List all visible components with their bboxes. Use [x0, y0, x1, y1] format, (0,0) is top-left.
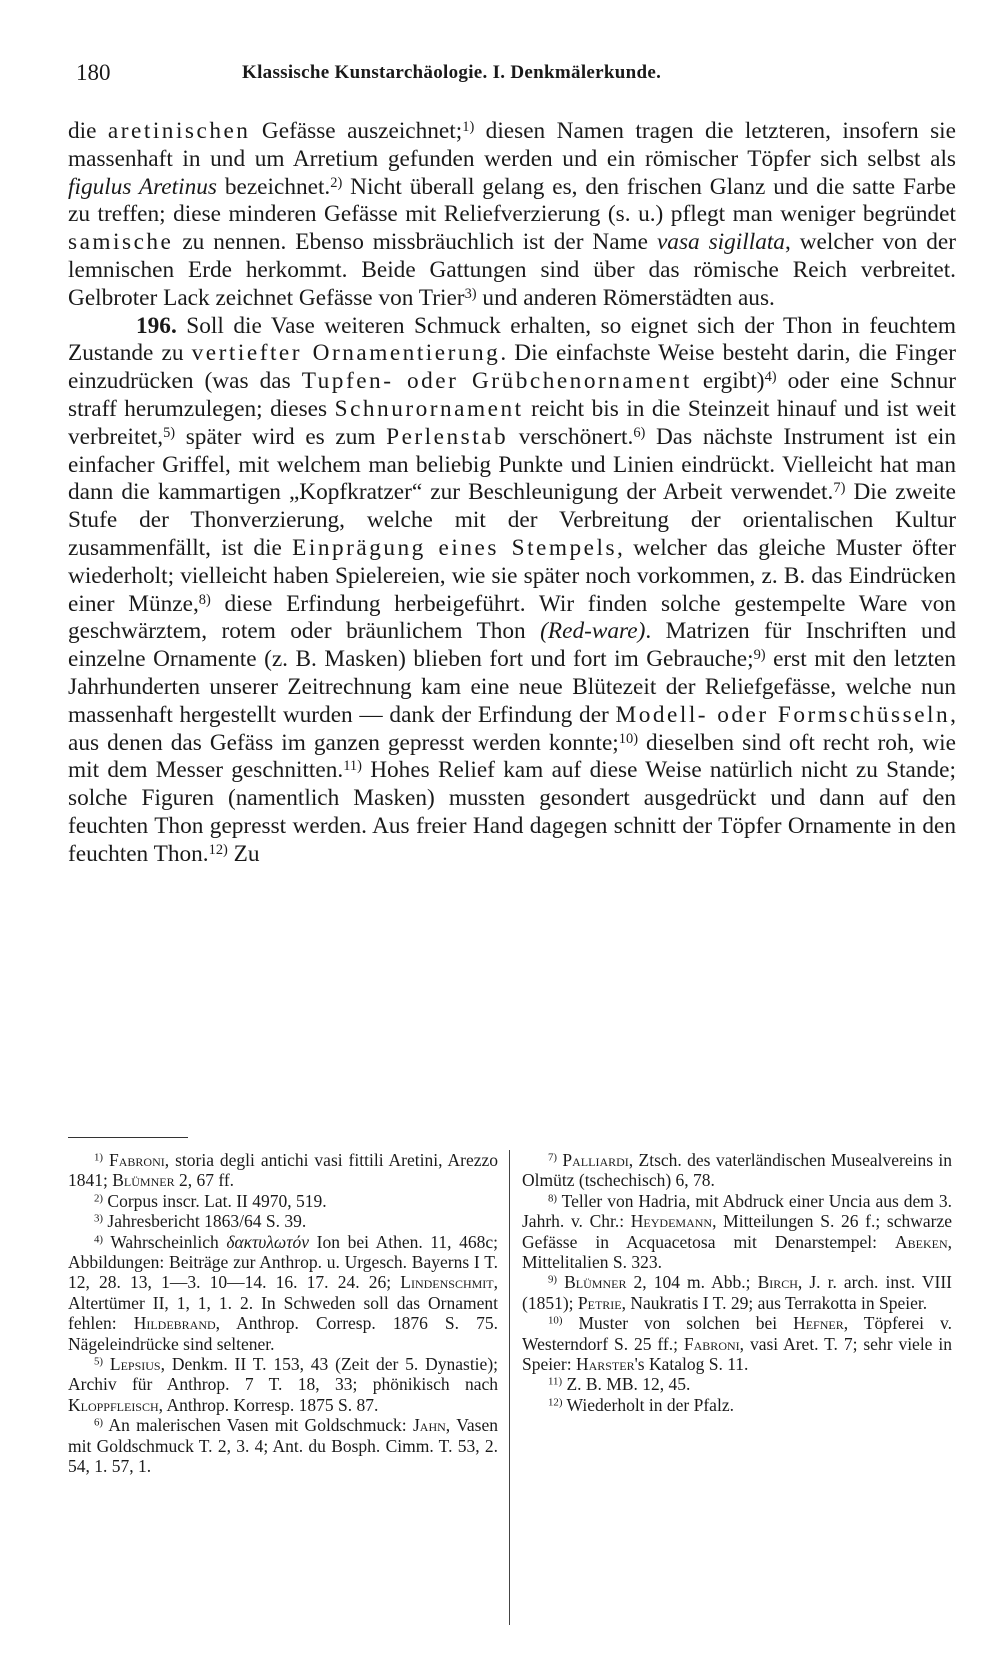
footnote-text: Jahresbericht 1863/64 S. 39. [103, 1211, 307, 1232]
footnote-ref[interactable]: 9) [753, 646, 766, 663]
author-name: Lindenschmit [400, 1272, 494, 1293]
text-run: Nicht überall gelang es, den frischen Glanz und die satte Farbe zu treffen; diese minderen Gefässe mit Reliefverzierung (s. u.) pflegt man weniger begründet [68, 173, 956, 228]
footnote-12 [522, 1395, 952, 1415]
footnote-rule [68, 1137, 188, 1138]
footnote-ref[interactable]: 1) [462, 118, 475, 135]
emphasis-spaced: samische [68, 229, 174, 256]
footnote-ref[interactable]: 8) [198, 591, 211, 608]
footnote-marker: 10) [548, 1314, 563, 1327]
footnote-5 [68, 1354, 498, 1415]
footnote-marker: 12) [548, 1396, 563, 1409]
footnote-text: , Töpferei v. Westerndorf S. 25 ff.; [522, 1313, 952, 1354]
emphasis-italic: vasa sigillata [656, 229, 785, 256]
footnote-text: , Vasen mit Goldschmuck T. 2, 3. 4; Ant. du Bosph. Cimm. T. 53, 2. 54, 1. 57, 1. [68, 1415, 498, 1477]
footnote-7 [522, 1150, 952, 1191]
text-run: später wird es zum [175, 423, 387, 450]
section-number: 196. [136, 312, 177, 339]
footnote-4 [68, 1232, 498, 1354]
footnote-3 [68, 1211, 498, 1231]
footnote-marker: 11) [548, 1376, 563, 1389]
author-name: Harster [575, 1354, 635, 1375]
footnote-column-divider [509, 1150, 510, 1625]
emphasis-spaced: vertiefter Ornamentierung [191, 340, 501, 367]
footnote-marker: 1) [94, 1151, 104, 1164]
footnote-1 [68, 1150, 498, 1191]
footnote-marker: 7) [548, 1151, 558, 1164]
text-run: Soll die Vase weiteren Schmuck erhalten, so eignet sich der Thon in feuchtem Zustande zu [68, 312, 956, 367]
text-run: ergibt) [691, 368, 765, 395]
running-head [72, 60, 832, 94]
footnote-text: 's Katalog S. 11. [634, 1354, 749, 1375]
footnote-ref[interactable]: 12) [208, 841, 228, 858]
emphasis-spaced: Tupfen- oder Grübchenornament [301, 368, 692, 395]
footnote-marker: 3) [94, 1212, 104, 1225]
author-name: Hildebrand [133, 1313, 216, 1334]
footnote-marker: 5) [94, 1355, 104, 1368]
footnote-text: , Ztsch. des vaterländischen Musealvereins in Olmütz (tschechisch) 6, 78. [522, 1150, 952, 1191]
author-name: Lepsius [109, 1354, 161, 1375]
text-run: zu nennen. Ebenso missbräuchlich ist der Name [173, 229, 657, 256]
footnote-text: Teller von Hadria, mit Abdruck einer Uncia aus dem 3. Jahrh. v. Chr.: [522, 1190, 952, 1232]
emphasis-spaced: Schnurornament [334, 395, 524, 422]
text-run: und anderen Römerstädten aus. [476, 284, 775, 311]
text-run: Das nächste Instrument ist ein einfacher Griffel, mit welchem man beliebig Punkte und Linien eindrückt. Vielleicht hat man dann die kammartigen „Kopfkratzer“ zur Beschleunigung der Arbeit verwendet. [68, 423, 957, 506]
main-text [68, 118, 956, 869]
paragraph-196 [68, 313, 956, 869]
text-run: Die zweite Stufe der Thonverzierung, welche mit der Verbreitung der orientalischen Kultur zusammenfällt, ist die [68, 479, 956, 561]
footnote-marker: 8) [548, 1192, 558, 1205]
emphasis-spaced: aretinischen [107, 118, 251, 144]
author-name: Abeken [894, 1231, 948, 1252]
text-run: dieselben sind oft recht roh, wie mit dem Messer geschnitten. [68, 729, 956, 784]
footnote-10 [522, 1313, 952, 1374]
author-name: Heydemann [630, 1211, 713, 1232]
footnote-text: 2, 104 m. Abb.; [626, 1272, 758, 1293]
text-run: Zu [227, 840, 260, 867]
text-run: diese Erfindung herbeigeführt. Wir finden solche gestempelte Ware von geschwärztem, rotem oder bräunlichem Thon [68, 590, 956, 645]
footnote-text: , Mittelitalien S. 323. [522, 1231, 952, 1273]
author-name: Hefner [793, 1313, 844, 1334]
footnote-8 [522, 1191, 952, 1273]
footnote-11 [522, 1374, 952, 1394]
author-name: Fabroni [109, 1150, 165, 1170]
footnote-marker: 2) [94, 1192, 104, 1205]
text-run: diesen Namen tragen die letzteren, insofern sie massenhaft in und um Arretium gefunden werden und ein römischer Töpfer sich selbst als [68, 118, 956, 172]
footnote-text: , Anthrop. Corresp. 1876 S. 75. Nägeleindrücke sind seltener. [68, 1313, 498, 1354]
footnote-text: 2, 67 ff. [174, 1170, 235, 1191]
footnote-marker: 4) [94, 1233, 104, 1246]
footnote-ref[interactable]: 11) [343, 758, 362, 775]
footnote-ref[interactable]: 10) [618, 730, 639, 747]
text-run: erst mit den letzten Jahrhunderten unserer Zeitrechnung kam eine neue Blütezeit der Reliefgefässe, welche nun massenhaft hergestellt wurden — dank der Erfindung der [68, 646, 956, 728]
author-name: Kloppfleisch [68, 1394, 159, 1415]
footnote-marker: 6) [94, 1416, 104, 1429]
text-run: verschönert. [508, 423, 634, 450]
text-run: , aus denen das Gefäss im ganzen gepresst werden konnte; [68, 701, 956, 756]
footnote-text: , Mitteilungen S. 26 f.; schwarze Gefässe in Acquacetosa mit Denarstempel: [522, 1211, 952, 1252]
footnote-ref[interactable]: 3) [464, 285, 477, 302]
text-run: . Die einfachste Weise besteht darin, die Finger einzudrücken (was das [68, 340, 957, 395]
footnote-text: , vasi Aret. T. 7; sehr viele in Speier: [522, 1333, 952, 1375]
emphasis-spaced: Perlenstab [386, 423, 509, 450]
text-run: Gefässe auszeichnet; [250, 118, 463, 144]
author-name: Blümner [564, 1272, 627, 1293]
running-title: Klassische Kunstarchäologie. I. Denkmälerkunde. [242, 62, 662, 83]
greek-term: δακτυλωτόν [226, 1231, 310, 1252]
page-number: 180 [76, 60, 111, 85]
footnote-text: Ion bei Athen. 11, 468c; Abbildungen: Beiträge zur Anthrop. u. Urgesch. Bayerns I T. 12, 28. 13, 1—3. 10—14. 16. 17. 24. 26; [68, 1231, 498, 1293]
footnote-marker: 9) [548, 1274, 558, 1287]
emphasis-spaced: Modell- oder Formschüsseln [615, 701, 951, 728]
author-name: Jahn [412, 1415, 446, 1436]
author-name: Palliardi [562, 1150, 629, 1170]
text-run: die [68, 118, 108, 144]
emphasis-spaced: Einprägung eines Stempels [292, 534, 618, 561]
emphasis-italic: figulus Aretinus [68, 173, 217, 200]
text-run: reicht bis in die Steinzeit hinauf und ist weit verbreitet, [68, 395, 956, 450]
text-run: , welcher von der lemnischen Erde herkommt. Beide Gattungen sind über das römische Reich verbreitet. Gelbroter Lack zeichnet Gefässe von Trier [68, 229, 956, 311]
footnote-text: Wahrscheinlich [103, 1231, 227, 1252]
text-run: , welcher das gleiche Muster öfter wiederholt; vielleicht haben Spielereien, wie sie später noch vorkommen, z. B. das Eindrücken einer Münze, [68, 534, 956, 617]
footnote-text: Muster von solchen bei [562, 1313, 794, 1334]
footnote-text: Z. B. MB. 12, 45. [562, 1374, 691, 1395]
footnote-ref[interactable]: 4) [764, 368, 777, 385]
text-run: . Matrizen für Inschriften und einzelne Ornamente (z. B. Masken) blieben fort und fort im Gebrauche; [68, 618, 956, 673]
emphasis-italic: (Red-ware) [540, 618, 646, 645]
footnote-ref[interactable]: 6) [633, 424, 646, 441]
footnote-text: , storia degli antichi vasi fittili Aretini, Arezzo 1841; [68, 1150, 498, 1191]
footnote-text: , Anthrop. Korresp. 1875 S. 87. [158, 1394, 379, 1415]
author-name: Petrie [577, 1292, 622, 1313]
footnotes-left-column [68, 1150, 498, 1477]
text-run: bezeichnet. [216, 173, 331, 200]
footnote-text: , J. r. arch. inst. VIII (1851); [522, 1272, 953, 1313]
paragraph-aretine-ware [68, 118, 956, 313]
text-run: oder eine Schnur straff herumzulegen; dieses [68, 368, 956, 422]
footnote-text: , Altertümer II, 1, 1, 1. 2. In Schweden soll das Ornament fehlen: [68, 1272, 498, 1334]
footnote-text: , Naukratis I T. 29; aus Terrakotta in Speier. [621, 1292, 928, 1313]
footnotes-right-column [522, 1150, 952, 1415]
author-name: Blümner [112, 1170, 175, 1191]
footnote-9 [522, 1272, 952, 1313]
footnote-text: Corpus inscr. Lat. II 4970, 519. [103, 1190, 327, 1211]
footnote-text [103, 1354, 110, 1374]
footnote-text: , Denkm. II T. 153, 43 (Zeit der 5. Dynastie); Archiv für Anthrop. 7 T. 18, 33; phönikisch nach [68, 1354, 499, 1395]
footnote-ref[interactable]: 5) [163, 424, 176, 441]
footnote-ref[interactable]: 7) [833, 480, 846, 497]
footnote-text: Wiederholt in der Pfalz. [562, 1394, 734, 1415]
footnote-6 [68, 1415, 498, 1476]
footnote-text: An malerischen Vasen mit Goldschmuck: [103, 1415, 413, 1436]
author-name: Birch [757, 1272, 798, 1293]
footnote-2 [68, 1191, 498, 1211]
footnote-ref[interactable]: 2) [330, 174, 343, 191]
text-run: Hohes Relief kam auf diese Weise natürlich nicht zu Stande; solche Figuren (namentlich Masken) mussten gesondert ausgedrückt und dann auf den feuchten Thon gepresst werden. Aus freier Hand dagegen schnitt der Töpfer Ornamente in den feuchten Thon. [68, 757, 956, 867]
author-name: Fabroni [683, 1333, 740, 1354]
